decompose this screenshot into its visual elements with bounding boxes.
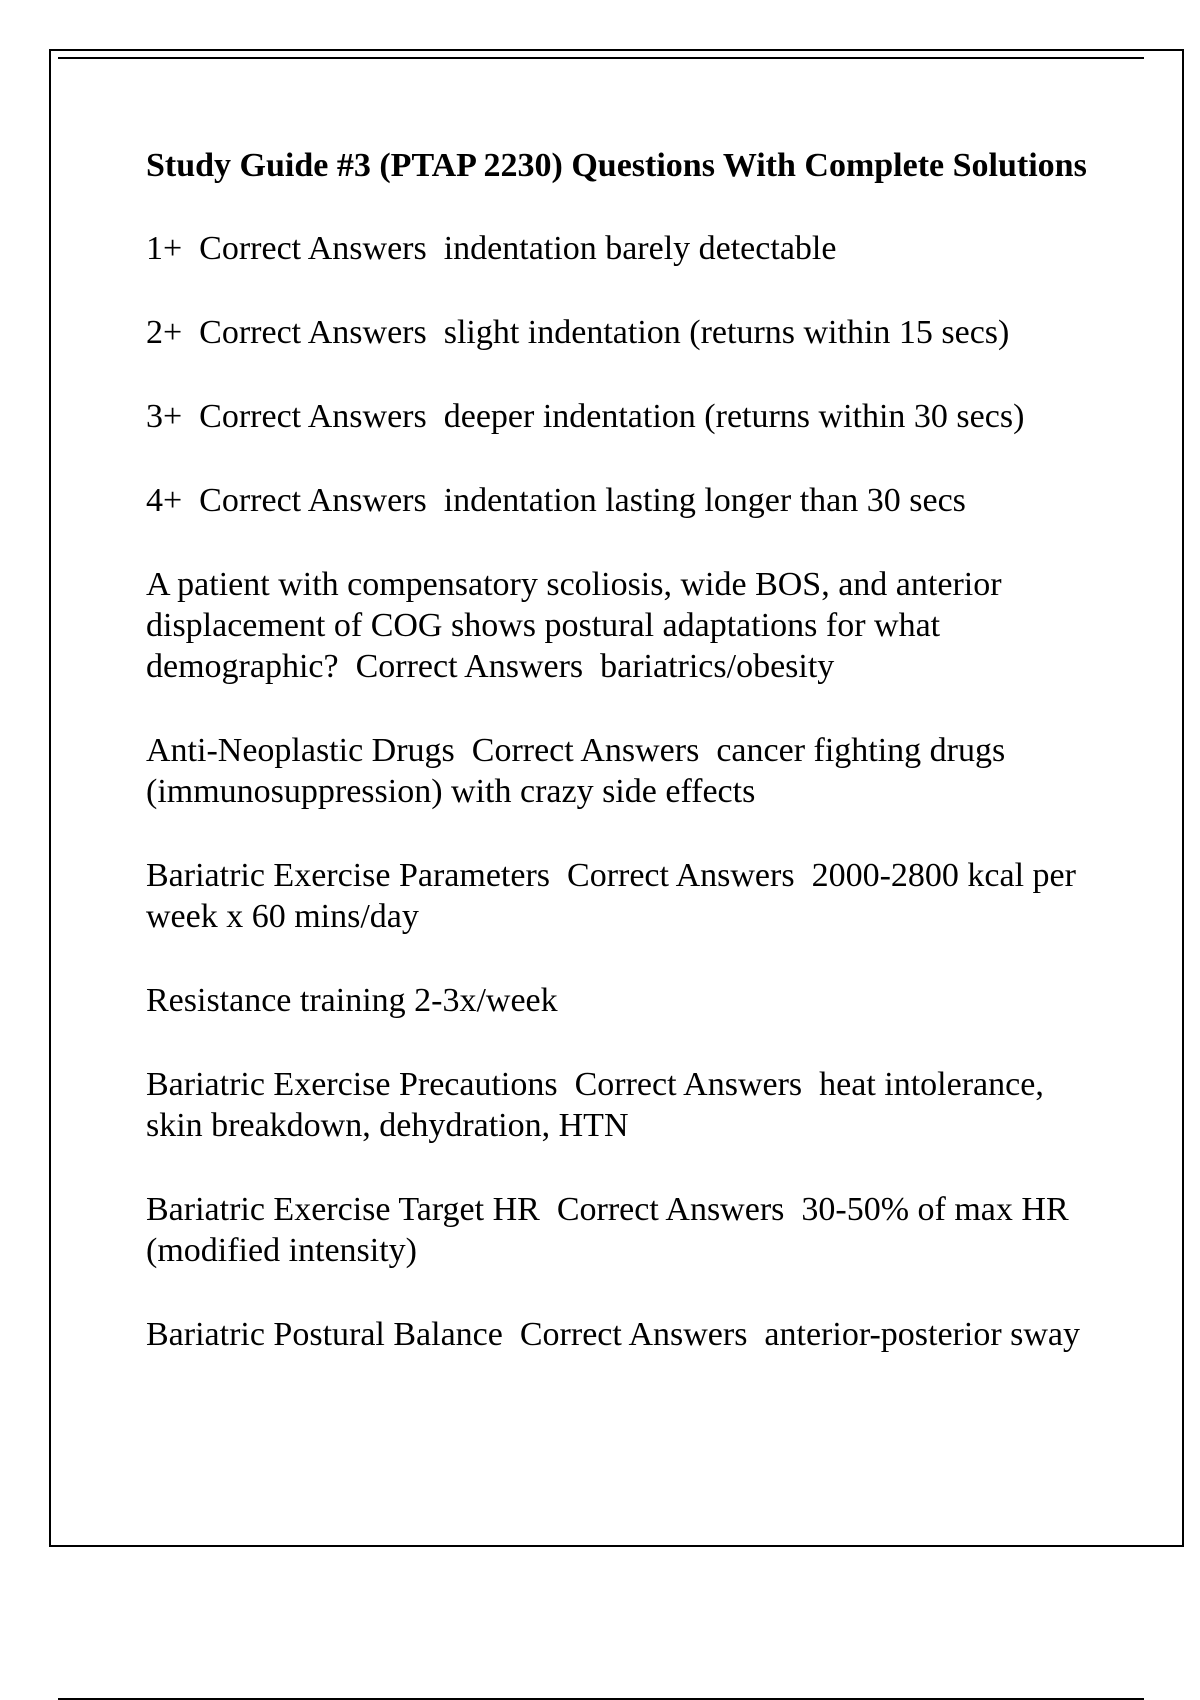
qa-entry-7: Bariatric Exercise Parameters Correct Answers 2000-2800 kcal per week x 60 mins/day [146,857,1085,935]
qa-entry-10: Bariatric Exercise Target HR Correct Answers 30-50% of max HR (modified intensity) [146,1191,1078,1269]
qa-entry-6: Anti-Neoplastic Drugs Correct Answers cancer fighting drugs (immunosuppression) with crazy side effects [146,732,1014,810]
qa-entry-11: Bariatric Postural Balance Correct Answers anterior-posterior sway [146,1316,1081,1353]
qa-entry-8: Resistance training 2-3x/week [146,982,558,1019]
qa-entry-5: A patient with compensatory scoliosis, wide BOS, and anterior displacement of COG shows postural adaptations for what demographic? Correct Answers bariatrics/obesity [146,566,1011,685]
qa-entry-2: 2+ Correct Answers slight indentation (returns within 15 secs) [146,314,1010,351]
qa-entry-3: 3+ Correct Answers deeper indentation (returns within 30 secs) [146,398,1025,435]
document-title: Study Guide #3 (PTAP 2230) Questions With Complete Solutions [146,147,1087,184]
qa-entry-4: 4+ Correct Answers indentation lasting longer than 30 secs [146,482,966,519]
qa-entry-9: Bariatric Exercise Precautions Correct Answers heat intolerance, skin breakdown, dehydration, HTN [146,1066,1053,1144]
document-body [146,145,1096,1398]
qa-entry-1: 1+ Correct Answers indentation barely detectable [146,230,837,267]
